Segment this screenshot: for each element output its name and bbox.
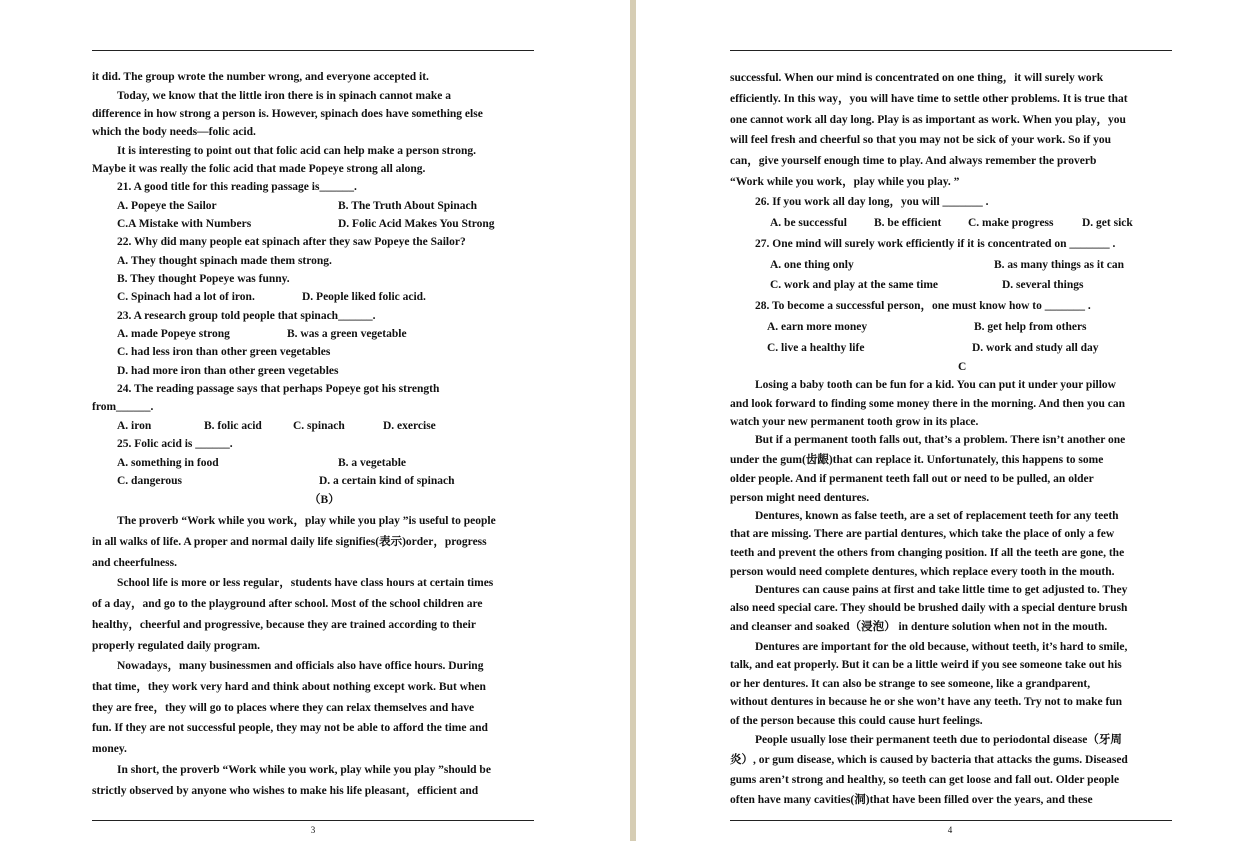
text-line: But if a permanent tooth falls out, that’s a problem. There isn’t another one — [755, 434, 1126, 446]
option: D. had more iron than other green vegetables — [117, 365, 339, 377]
text-line: of the person because this could cause hurt feelings. — [730, 715, 983, 727]
option: B. folic acid — [204, 420, 262, 432]
text-line: can，give yourself enough time to play. And always remember the proverb — [730, 155, 1097, 167]
text-line: they are free，they will go to places where they can relax themselves and have — [92, 702, 475, 714]
text-line: teeth and prevent the others from changing position. If all the teeth are gone, the — [730, 547, 1125, 559]
text-line: People usually lose their permanent teeth due to periodontal disease（牙周 — [755, 734, 1122, 746]
option: B. get help from others — [974, 321, 1087, 333]
option: A. Popeye the Sailor — [117, 200, 217, 212]
text-line: Losing a baby tooth can be fun for a kid. You can put it under your pillow — [755, 379, 1116, 391]
text-line: in all walks of life. A proper and normal daily life signifies(表示)order，progress — [92, 536, 487, 548]
option: C. Spinach had a lot of iron. — [117, 291, 255, 303]
question-26: 26. If you work all day long，you will _______ . — [755, 196, 989, 208]
text-line: gums aren’t strong and healthy, so teeth can get loose and fall out. Older people — [730, 774, 1120, 786]
option: A. iron — [117, 420, 152, 432]
question-25: 25. Folic acid is ______. — [117, 438, 233, 450]
text-line: Dentures, known as false teeth, are a set of replacement teeth for any teeth — [755, 510, 1119, 522]
option: C.A Mistake with Numbers — [117, 218, 252, 230]
option: D. get sick — [1082, 217, 1133, 229]
option: B. was a green vegetable — [287, 328, 407, 340]
option: D. Folic Acid Makes You Strong — [338, 218, 495, 230]
option: D. several things — [1002, 279, 1084, 291]
text-line: and cheerfulness. — [92, 557, 177, 569]
text-line: that are missing. There are partial dentures, which take the place of only a few — [730, 528, 1115, 540]
text-line: properly regulated daily program. — [92, 640, 261, 652]
text-line: difference in how strong a person is. However, spinach does have something else — [92, 108, 483, 120]
text-line: School life is more or less regular，students have class hours at certain times — [117, 577, 494, 589]
text-line: Today, we know that the little iron there is in spinach cannot make a — [117, 90, 451, 102]
text-line: which the body needs—folic acid. — [92, 126, 256, 138]
option: C. work and play at the same time — [770, 279, 939, 291]
page-4 — [636, 0, 1260, 841]
text-line: without dentures in because he or she won’t have any teeth. Try not to make fun — [730, 696, 1123, 708]
text-line: Nowadays，many businessmen and officials also have office hours. During — [117, 660, 484, 672]
text-line: of a day，and go to the playground after school. Most of the school children are — [92, 598, 483, 610]
option: B. a vegetable — [338, 457, 407, 469]
footer-rule — [730, 820, 1172, 821]
section-heading-b: （B） — [309, 494, 340, 506]
footer-rule — [92, 820, 534, 821]
text-line: 炎）, or gum disease, which is caused by bacteria that attacks the gums. Diseased — [730, 754, 1128, 766]
header-rule — [92, 50, 534, 51]
text-line: also need special care. They should be brushed daily with a special denture brush — [730, 602, 1128, 614]
option: D. exercise — [383, 420, 436, 432]
text-line: In short, the proverb “Work while you work, play while you play ”should be — [117, 764, 491, 776]
text-line: money. — [92, 743, 127, 755]
option: D. a certain kind of spinach — [319, 475, 455, 487]
section-heading-c: C — [958, 361, 967, 373]
text-line: efficiently. In this way，you will have time to settle other problems. It is true that — [730, 93, 1128, 105]
text-line: it did. The group wrote the number wrong, and everyone accepted it. — [92, 71, 429, 83]
option: A. one thing only — [770, 259, 854, 271]
text-line: under the gum(齿龈)that can replace it. Unfortunately, this happens to some — [730, 454, 1104, 466]
text-line: and look forward to finding some money there in the morning. And then you can — [730, 398, 1125, 410]
text-line: person might need dentures. — [730, 492, 870, 504]
option: C. live a healthy life — [767, 342, 865, 354]
text-line: one cannot work all day long. Play is as important as work. When you play，you — [730, 114, 1126, 126]
text-line: It is interesting to point out that folic acid can help make a person strong. — [117, 145, 476, 157]
text-line: older people. And if permanent teeth fall out or need to be pulled, an older — [730, 473, 1094, 485]
option: A. They thought spinach made them strong. — [117, 255, 332, 267]
question-23: 23. A research group told people that spinach______. — [117, 310, 376, 322]
text-line: fun. If they are not successful people, they may not be able to afford the time and — [92, 722, 488, 734]
option: D. work and study all day — [972, 342, 1099, 354]
option: B. be efficient — [874, 217, 942, 229]
text-line: The proverb “Work while you work，play while you play ”is useful to people — [117, 515, 496, 527]
option: C. had less iron than other green vegetables — [117, 346, 331, 358]
text-line: “Work while you work，play while you play. ” — [730, 176, 960, 188]
page-number: 3 — [310, 825, 316, 835]
option: A. made Popeye strong — [117, 328, 230, 340]
text-line: and cleanser and soaked（浸泡） in denture solution when not in the mouth. — [730, 621, 1108, 633]
question-28: 28. To become a successful person，one must know how to _______ . — [755, 300, 1091, 312]
header-rule — [730, 50, 1172, 51]
text-line: or her dentures. It can also be strange to see someone, like a grandparent, — [730, 678, 1091, 690]
text-line: Dentures can cause pains at first and take little time to get adjusted to. They — [755, 584, 1128, 596]
text-line: Maybe it was really the folic acid that made Popeye strong all along. — [92, 163, 426, 175]
text-line: Dentures are important for the old because, without teeth, it’s hard to smile, — [755, 641, 1128, 653]
option: D. People liked folic acid. — [302, 291, 426, 303]
option: A. be successful — [770, 217, 847, 229]
text-line: healthy，cheerful and progressive, because they are trained according to their — [92, 619, 476, 631]
option: A. something in food — [117, 457, 219, 469]
option: C. spinach — [293, 420, 345, 432]
option: B. They thought Popeye was funny. — [117, 273, 290, 285]
option: B. The Truth About Spinach — [338, 200, 478, 212]
text-line: person would need complete dentures, which replace every tooth in the mouth. — [730, 566, 1115, 578]
option: A. earn more money — [767, 321, 868, 333]
option: C. make progress — [968, 217, 1054, 229]
text-line: strictly observed by anyone who wishes to make his life pleasant，efficient and — [92, 785, 479, 797]
option: B. as many things as it can — [994, 259, 1125, 271]
page-number: 4 — [947, 825, 953, 835]
text-line: successful. When our mind is concentrated on one thing，it will surely work — [730, 72, 1104, 84]
text-line: often have many cavities(洞)that have been filled over the years, and these — [730, 794, 1093, 806]
text-line: that time，they work very hard and think about nothing except work. But when — [92, 681, 486, 693]
text-line: watch your new permanent tooth grow in its place. — [730, 416, 979, 428]
text-line: will feel fresh and cheerful so that you may not be sick of your work. So if you — [730, 134, 1111, 146]
question-24: 24. The reading passage says that perhaps Popeye got his strength — [117, 383, 440, 395]
text-line: talk, and eat properly. But it can be a little weird if you see someone take out his — [730, 659, 1122, 671]
question-27: 27. One mind will surely work efficiently if it is concentrated on _______ . — [755, 238, 1116, 250]
text-line: from______. — [92, 401, 154, 413]
option: C. dangerous — [117, 475, 182, 487]
question-21: 21. A good title for this reading passage is______. — [117, 181, 357, 193]
question-22: 22. Why did many people eat spinach after they saw Popeye the Sailor? — [117, 236, 466, 248]
